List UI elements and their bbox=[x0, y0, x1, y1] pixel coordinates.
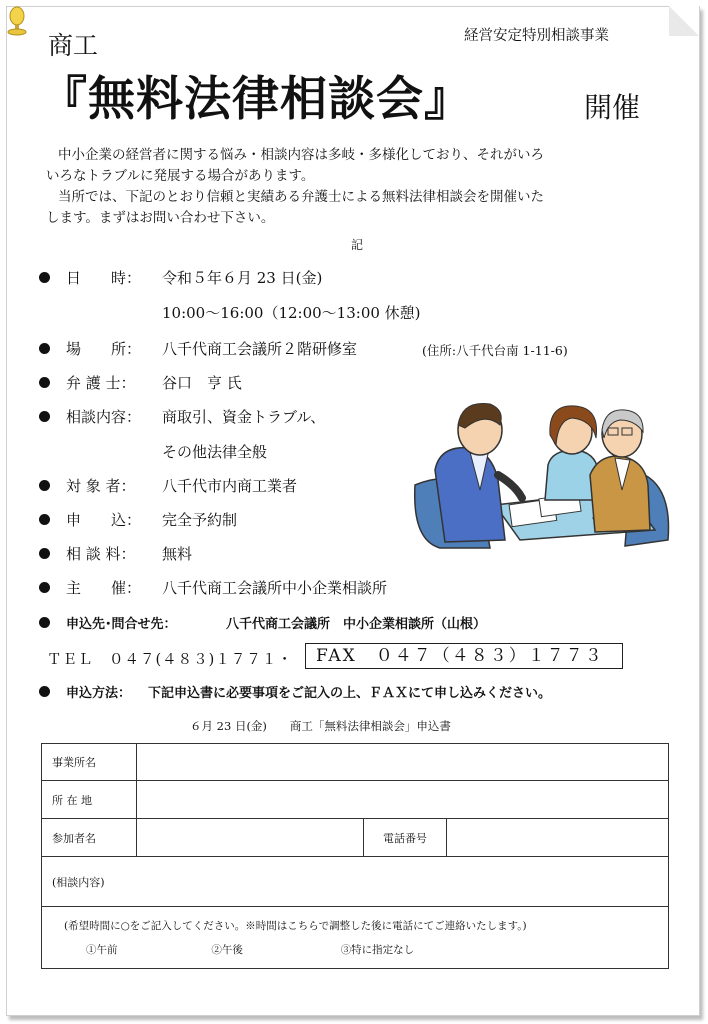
participant-label: 参加者名 bbox=[42, 819, 137, 857]
address-label: 所 在 地 bbox=[42, 781, 137, 819]
fee-label: 相 談 料： bbox=[66, 545, 136, 563]
consult-field[interactable] bbox=[42, 857, 669, 907]
form-heading: ６月 23 日(金) 商工「無料法律相談会」申込書 bbox=[190, 719, 451, 733]
bullet-icon bbox=[39, 582, 50, 593]
date-value: 令和５年６月 23 日(金) bbox=[162, 269, 323, 287]
bullet-icon bbox=[39, 272, 50, 283]
time-preference bbox=[42, 907, 669, 969]
intro-line-2: いろなトラブルに発展する場合があります。 bbox=[46, 168, 315, 184]
bullet-icon bbox=[39, 617, 50, 628]
application-form bbox=[41, 743, 669, 969]
program-name: 経営安定特別相談事業 bbox=[464, 28, 609, 44]
option-any[interactable]: ③特に指定なし bbox=[340, 943, 415, 956]
method-label: 申込方法： bbox=[66, 686, 132, 701]
page-title: 『無料法律相談会』 bbox=[40, 72, 472, 127]
phone-field[interactable] bbox=[447, 819, 669, 857]
participant-field[interactable] bbox=[137, 819, 364, 857]
method-value: 下記申込書に必要事項をご記入の上、ＦＡＸにて申し込みください。 bbox=[148, 686, 552, 701]
consult-label: (相談内容) bbox=[52, 875, 105, 889]
fax-number: FAX ０４７（４８３）１７７３ bbox=[305, 643, 623, 669]
content-label: 相談内容： bbox=[66, 408, 142, 426]
time-note: (希望時間に○をご記入してください。※時間はこちらで調整した後に電話にてご連絡いたします。) bbox=[64, 919, 527, 932]
bullet-icon bbox=[39, 686, 50, 697]
title-prefix: 商工 bbox=[48, 31, 99, 60]
option-afternoon[interactable]: ②午後 bbox=[211, 943, 243, 956]
place-value: 八千代商工会議所２階研修室 bbox=[162, 340, 358, 358]
intro-line-3: 当所では、下記のとおり信頼と実績ある弁護士による無料法律相談会を開催いた bbox=[58, 189, 544, 205]
fee-value: 無料 bbox=[162, 545, 193, 563]
intro-line-4: します。まずはお問い合わせ下さい。 bbox=[46, 210, 275, 226]
contact-label: 申込先･問合せ先： bbox=[66, 617, 177, 632]
host-value: 八千代商工会議所中小企業相談所 bbox=[162, 579, 388, 597]
lawyer-label: 弁 護 士： bbox=[66, 374, 136, 392]
apply-label: 申 込： bbox=[66, 511, 142, 529]
content-value-1: 商取引、資金トラブル、 bbox=[162, 408, 326, 426]
title-suffix: 開催 bbox=[584, 91, 641, 124]
date-label: 日 時： bbox=[66, 269, 142, 287]
target-label: 対 象 者： bbox=[66, 477, 136, 495]
bullet-icon bbox=[39, 411, 50, 422]
bullet-icon bbox=[39, 548, 50, 559]
bullet-icon bbox=[39, 480, 50, 491]
address-field[interactable] bbox=[137, 781, 669, 819]
pushpin-icon bbox=[6, 6, 28, 36]
target-value: 八千代市内商工業者 bbox=[162, 477, 298, 495]
place-label: 場 所： bbox=[66, 340, 142, 358]
place-address: (住所:八千代台南 1-11-6) bbox=[422, 343, 568, 358]
company-label: 事業所名 bbox=[42, 744, 137, 781]
phone-label: 電話番号 bbox=[364, 819, 447, 857]
consultation-illustration bbox=[410, 390, 672, 550]
page-curl bbox=[669, 6, 699, 36]
lawyer-value: 谷口 亨 氏 bbox=[162, 374, 242, 392]
option-morning[interactable]: ①午前 bbox=[86, 943, 118, 956]
bullet-icon bbox=[39, 514, 50, 525]
bullet-icon bbox=[39, 343, 50, 354]
intro-line-1: 中小企業の経営者に関する悩み・相談内容は多岐・多様化しており、それがいろ bbox=[58, 147, 544, 163]
ki-mark: 記 bbox=[351, 238, 364, 252]
company-field[interactable] bbox=[137, 744, 669, 781]
host-label: 主 催： bbox=[66, 579, 142, 597]
content-value-2: その他法律全般 bbox=[162, 443, 268, 461]
bullet-icon bbox=[39, 377, 50, 388]
tel-number: ＴＥＬ ０４７(４８３)１７７１・ bbox=[47, 652, 293, 668]
contact-value: 八千代商工会議所 中小企業相談所（山根） bbox=[226, 617, 487, 632]
apply-value: 完全予約制 bbox=[162, 511, 238, 529]
time-value: 10:00～16:00（12:00～13:00 休憩) bbox=[162, 304, 421, 322]
